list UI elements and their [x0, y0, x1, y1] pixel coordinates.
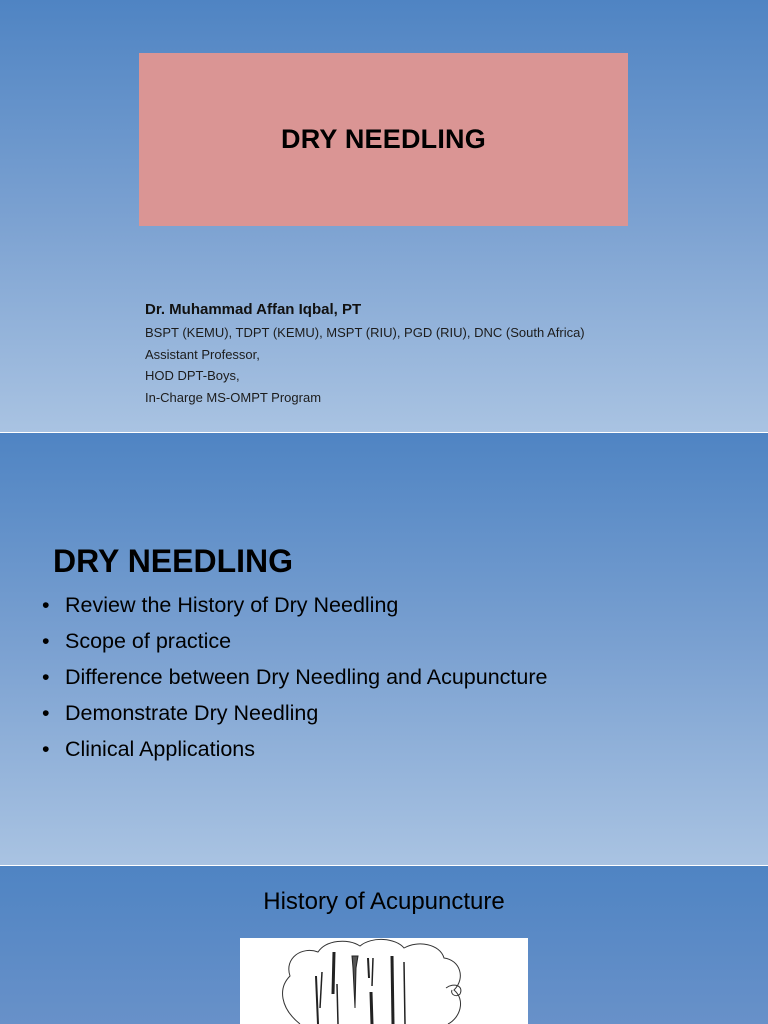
- author-department: HOD DPT-Boys,: [145, 368, 240, 383]
- bullet-icon: •: [42, 629, 50, 653]
- slide-outline: [0, 433, 768, 865]
- list-item: [42, 695, 547, 731]
- author-program: In-Charge MS-OMPT Program: [145, 389, 322, 405]
- slide-title-text: DRY NEEDLING: [281, 124, 486, 154]
- list-item-text: Scope of practice: [65, 629, 232, 653]
- author-credentials: BSPT (KEMU), TDPT (KEMU), MSPT (RIU), PGD (RIU), DNC (South Africa): [145, 325, 585, 340]
- bullet-icon: •: [42, 593, 50, 617]
- list-item-text: Clinical Applications: [65, 737, 256, 761]
- outline-heading: DRY NEEDLING: [53, 543, 294, 579]
- list-item: [42, 731, 547, 767]
- author-block: [145, 301, 585, 408]
- slide-title: [0, 0, 768, 432]
- author-name: Dr. Muhammad Affan Iqbal, PT: [145, 301, 362, 318]
- list-item: [42, 587, 547, 623]
- bullet-icon: •: [42, 665, 50, 689]
- list-item: [42, 659, 547, 695]
- outline-list: [42, 587, 547, 767]
- list-item-text: Demonstrate Dry Needling: [65, 701, 319, 725]
- list-item-text: Review the History of Dry Needling: [65, 593, 399, 617]
- ancient-needles-illustration-icon: [240, 938, 528, 1024]
- bullet-icon: •: [42, 737, 50, 761]
- list-item: [42, 623, 547, 659]
- history-title: History of Acupuncture: [263, 888, 505, 915]
- slide-history: [0, 866, 768, 1024]
- title-box: [139, 53, 628, 226]
- author-position: Assistant Professor,: [145, 346, 260, 362]
- list-item-text: Difference between Dry Needling and Acupuncture: [65, 665, 548, 689]
- bullet-icon: •: [42, 701, 50, 725]
